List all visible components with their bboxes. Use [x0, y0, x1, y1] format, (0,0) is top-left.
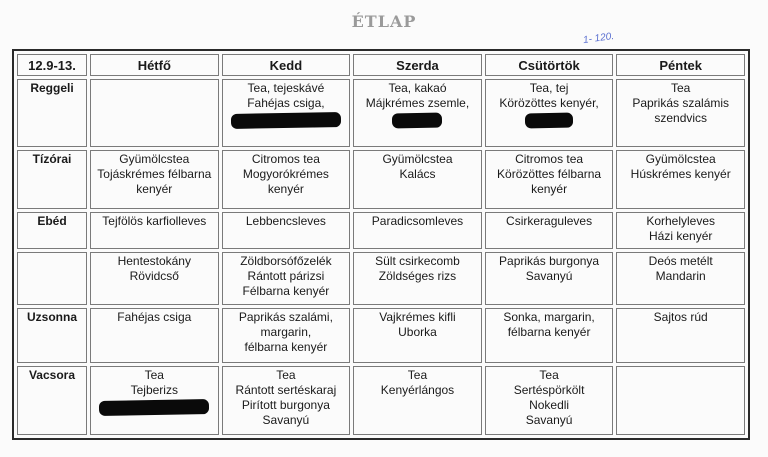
menu-item: kenyér	[136, 182, 173, 197]
menu-item: Mandarin	[655, 269, 706, 284]
date-range: 12.9-13.	[17, 54, 87, 76]
menu-cell	[485, 252, 614, 305]
menu-cell	[616, 366, 745, 435]
menu-cell	[90, 252, 219, 305]
menu-cell	[353, 308, 482, 363]
menu-item: Tea	[407, 367, 428, 382]
menu-item: Gyümölcstea	[119, 152, 190, 167]
day-header: Péntek	[616, 54, 745, 76]
menu-item: Savanyú	[262, 412, 310, 427]
menu-cell	[353, 150, 482, 209]
menu-item: Citromos tea	[515, 152, 584, 167]
menu-item: Uborka	[398, 324, 437, 339]
menu-item: Savanyú	[525, 269, 573, 284]
menu-item: félbarna kenyér	[244, 339, 328, 354]
menu-item: Tea, kakaó	[388, 81, 447, 96]
menu-cell	[90, 366, 219, 435]
menu-item: Nokedli	[529, 397, 570, 412]
menu-item: Korhelyleves	[646, 214, 716, 229]
menu-item: Paradicsomleves	[371, 214, 464, 229]
menu-cell	[90, 79, 219, 147]
menu-item: Tea	[276, 367, 296, 382]
handwritten-note: 1- 120.	[582, 30, 615, 47]
meal-row-vacsora	[17, 366, 745, 435]
menu-item: Tea	[539, 367, 559, 382]
menu-item: Tojáskrémes félbarna	[97, 167, 212, 182]
menu-item: Tejberizs	[130, 382, 178, 397]
meal-row-tizorai	[17, 150, 745, 209]
menu-item: Fahéjas csiga	[117, 309, 192, 324]
menu-cell	[485, 150, 614, 209]
menu-cell	[485, 308, 614, 363]
menu-item: Tea, tejeskávé	[247, 81, 325, 96]
menu-cell	[616, 150, 745, 209]
meal-row-uzsonna	[17, 308, 745, 363]
menu-cell	[485, 212, 614, 249]
menu-item: Citromos tea	[251, 152, 320, 167]
menu-item: Sajtos rúd	[653, 309, 708, 324]
meal-row-ebed-main	[17, 252, 745, 305]
menu-cell	[222, 252, 351, 305]
menu-cell	[353, 79, 482, 147]
menu-cell	[90, 308, 219, 363]
meal-label: Tízórai	[17, 150, 87, 209]
menu-item: Vajkrémes kifli	[379, 309, 456, 324]
menu-item: margarin,	[260, 324, 312, 339]
menu-table	[12, 49, 750, 440]
meal-label: Vacsora	[17, 366, 87, 435]
menu-item: Tea	[144, 367, 164, 382]
menu-item: szendvics	[654, 111, 708, 126]
menu-cell	[616, 212, 745, 249]
redaction-mark	[392, 113, 442, 129]
menu-cell	[90, 150, 219, 209]
menu-item: Pirított burgonya	[241, 397, 330, 412]
menu-cell	[222, 150, 351, 209]
menu-cell	[616, 308, 745, 363]
menu-item: Zöldséges rizs	[378, 269, 457, 284]
menu-item: Körözöttes félbarna	[497, 167, 602, 182]
menu-item: Sült csirkecomb	[375, 254, 460, 269]
menu-item: Tea, tej	[529, 81, 569, 96]
menu-cell	[616, 252, 745, 305]
menu-item: Gyümölcstea	[382, 152, 453, 167]
redaction-mark	[231, 112, 341, 129]
menu-item: Sertéspörkölt	[513, 382, 585, 397]
menu-cell	[222, 79, 351, 147]
menu-item: Lebbencsleves	[245, 214, 326, 229]
menu-cell	[353, 252, 482, 305]
menu-item: Gyümölcstea	[645, 152, 716, 167]
redaction-mark	[99, 399, 209, 416]
day-header: Hétfő	[90, 54, 219, 76]
meal-label: Reggeli	[17, 79, 87, 147]
menu-cell	[353, 366, 482, 435]
menu-cell	[222, 308, 351, 363]
menu-item: Paprikás burgonya	[499, 254, 600, 269]
meal-row-reggeli	[17, 79, 745, 147]
menu-item: kenyér	[531, 182, 568, 197]
menu-item: Félbarna kenyér	[242, 284, 330, 299]
menu-item: Rántott párizsi	[247, 269, 325, 284]
redaction-mark	[525, 113, 573, 129]
menu-title: ÉTLAP	[351, 12, 417, 31]
meal-row-ebed	[17, 212, 745, 249]
header-row	[17, 54, 745, 76]
menu-item: Fahéjas csiga,	[247, 96, 325, 111]
menu-item: Csirkeraguleves	[506, 214, 593, 229]
menu-item: félbarna kenyér	[507, 324, 591, 339]
menu-cell	[485, 79, 614, 147]
day-header: Csütörtök	[485, 54, 614, 76]
menu-cell	[222, 366, 351, 435]
menu-item: Kenyérlángos	[380, 382, 455, 397]
menu-item: Deós metélt	[648, 254, 713, 269]
meal-label	[17, 252, 87, 305]
menu-item: Hentestokány	[117, 254, 191, 269]
menu-item: Tea	[671, 81, 691, 96]
menu-cell	[616, 79, 745, 147]
day-header: Kedd	[222, 54, 351, 76]
menu-item: Paprikás szalámi,	[238, 309, 333, 324]
menu-item: Húskrémes kenyér	[630, 167, 731, 182]
menu-cell	[485, 366, 614, 435]
menu-item: Sonka, margarin,	[503, 309, 595, 324]
menu-item: Savanyú	[525, 412, 573, 427]
menu-item: Rántott sertéskaraj	[235, 382, 337, 397]
menu-item: Mogyorókrémes	[242, 167, 329, 182]
menu-item: Körözöttes kenyér,	[499, 96, 599, 111]
menu-item: Paprikás szalámis	[632, 96, 730, 111]
meal-label: Uzsonna	[17, 308, 87, 363]
meal-label: Ebéd	[17, 212, 87, 249]
menu-item: Zöldborsófőzelék	[240, 254, 332, 269]
day-header: Szerda	[353, 54, 482, 76]
menu-item: Házi kenyér	[649, 229, 713, 244]
menu-item: Tejfölös karfiolleves	[102, 214, 207, 229]
menu-item: Májkrémes zsemle,	[365, 96, 470, 111]
menu-item: Rövidcső	[129, 269, 179, 284]
menu-cell	[90, 212, 219, 249]
menu-cell	[222, 212, 351, 249]
menu-cell	[353, 212, 482, 249]
menu-item: Kalács	[399, 167, 436, 182]
menu-item: kenyér	[267, 182, 304, 197]
